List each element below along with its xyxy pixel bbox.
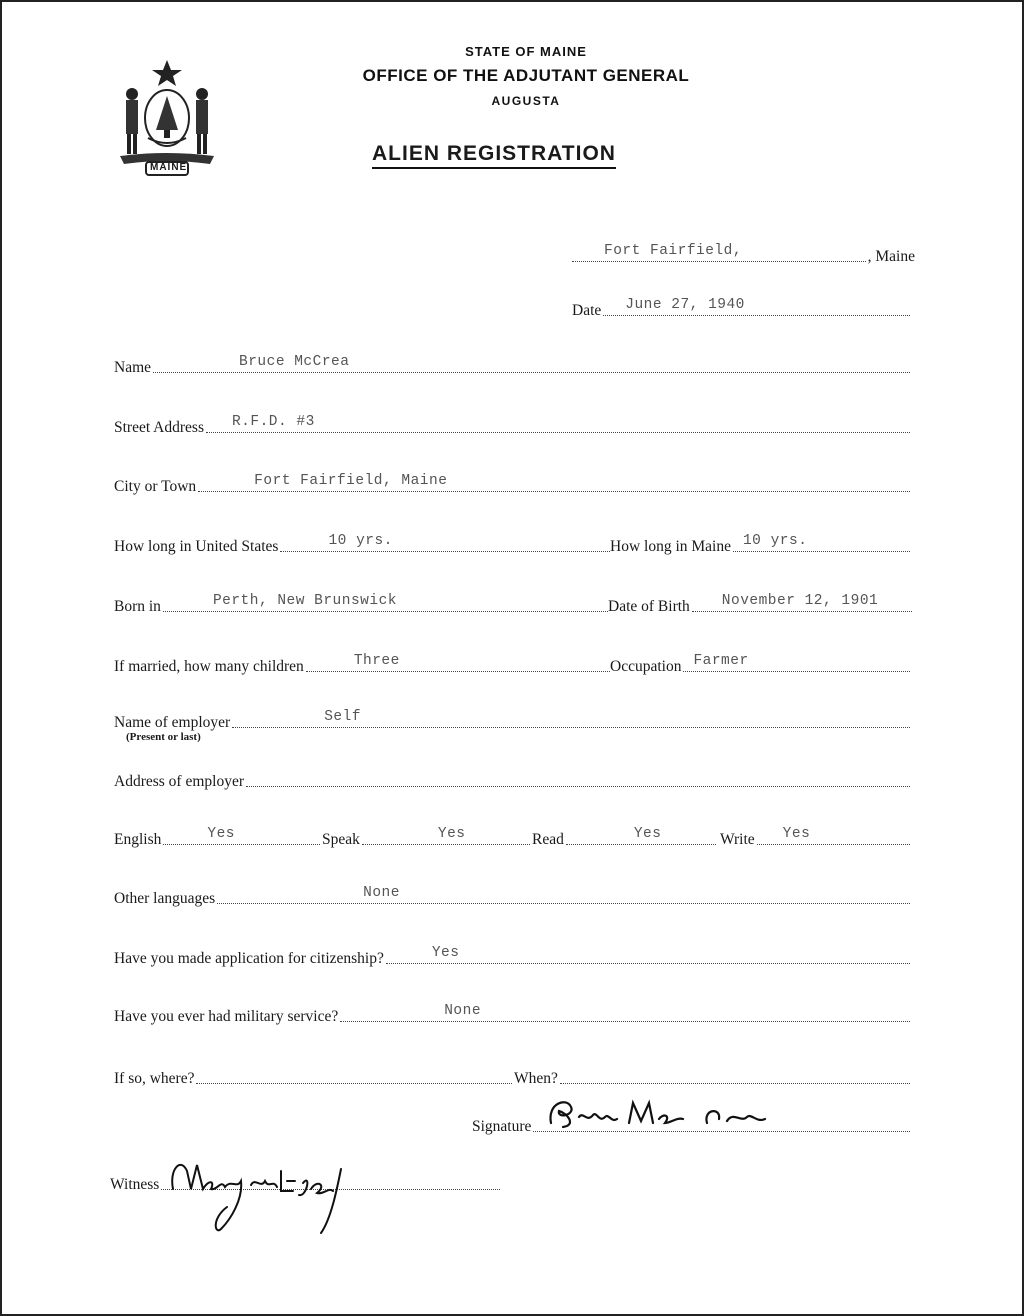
place-suffix: , Maine bbox=[867, 248, 915, 265]
witness-label: Witness bbox=[110, 1176, 160, 1193]
employer-address-label: Address of employer bbox=[114, 773, 244, 790]
form-title: ALIEN REGISTRATION bbox=[372, 142, 616, 169]
born-label: Born in bbox=[114, 598, 161, 615]
signature-row bbox=[472, 1118, 912, 1136]
date-row bbox=[572, 297, 912, 320]
when-label: When? bbox=[514, 1070, 558, 1087]
seal-label: MAINE bbox=[150, 162, 188, 173]
dob-row bbox=[608, 593, 914, 616]
city-row bbox=[114, 473, 912, 496]
children-label: If married, how many children bbox=[114, 658, 304, 675]
born-value: Perth, New Brunswick bbox=[212, 593, 397, 609]
maine-years-row bbox=[610, 533, 912, 556]
office-heading: OFFICE OF THE ADJUTANT GENERAL bbox=[362, 66, 690, 85]
when-row bbox=[514, 1070, 912, 1088]
us-years-label: How long in United States bbox=[114, 538, 279, 555]
english-value: Yes bbox=[207, 826, 235, 842]
citizenship-value: Yes bbox=[431, 945, 460, 961]
military-label: Have you ever had military service? bbox=[114, 1008, 339, 1025]
born-row bbox=[114, 593, 610, 616]
name-value: Bruce McCrea bbox=[239, 354, 350, 370]
witness-row bbox=[110, 1176, 502, 1194]
state-heading: STATE OF MAINE bbox=[465, 44, 587, 59]
where-row bbox=[114, 1070, 514, 1088]
place-row bbox=[570, 243, 915, 266]
other-languages-value: None bbox=[363, 885, 400, 901]
employer-label: Name of employer bbox=[114, 714, 231, 731]
name-label: Name bbox=[114, 359, 152, 376]
city-heading: AUGUSTA bbox=[491, 94, 561, 108]
read-label: Read bbox=[532, 831, 564, 848]
where-label: If so, where? bbox=[114, 1070, 195, 1087]
date-label: Date bbox=[572, 302, 602, 319]
maine-years-value: 10 yrs. bbox=[742, 533, 808, 549]
employer-address-row bbox=[114, 773, 912, 791]
city-value: Fort Fairfield, Maine bbox=[254, 473, 448, 489]
name-row bbox=[114, 354, 912, 377]
write-label: Write bbox=[720, 831, 755, 848]
military-row bbox=[114, 1003, 912, 1026]
employer-value: Self bbox=[324, 709, 362, 725]
occupation-label: Occupation bbox=[610, 658, 682, 675]
other-languages-row bbox=[114, 885, 912, 908]
dob-value: November 12, 1901 bbox=[721, 593, 879, 609]
street-value: R.F.D. #3 bbox=[231, 414, 315, 430]
write-value: Yes bbox=[782, 826, 811, 842]
employer-row bbox=[114, 709, 912, 732]
signature-label: Signature bbox=[472, 1118, 532, 1135]
us-years-value: 10 yrs. bbox=[328, 533, 393, 549]
other-languages-label: Other languages bbox=[114, 890, 216, 907]
write-row bbox=[720, 826, 912, 849]
english-row bbox=[114, 826, 322, 849]
place-value: Fort Fairfield, bbox=[604, 243, 743, 259]
citizenship-label: Have you made application for citizenship? bbox=[114, 950, 384, 967]
us-years-row bbox=[114, 533, 612, 556]
speak-label: Speak bbox=[322, 831, 360, 848]
citizenship-row bbox=[114, 945, 912, 968]
occupation-row bbox=[610, 653, 912, 676]
employer-sublabel: (Present or last) bbox=[126, 731, 201, 743]
maine-years-label: How long in Maine bbox=[610, 538, 731, 555]
read-value: Yes bbox=[633, 826, 662, 842]
military-value: None bbox=[444, 1003, 482, 1019]
street-label: Street Address bbox=[114, 419, 204, 436]
occupation-value: Farmer bbox=[693, 653, 749, 669]
children-row bbox=[114, 653, 612, 676]
witness-handwriting bbox=[161, 1149, 381, 1239]
speak-row bbox=[322, 826, 532, 849]
date-value: June 27, 1940 bbox=[625, 297, 745, 313]
speak-value: Yes bbox=[437, 826, 466, 842]
children-value: Three bbox=[353, 653, 400, 669]
read-row bbox=[532, 826, 718, 849]
signature-handwriting bbox=[537, 1093, 797, 1133]
city-label: City or Town bbox=[114, 478, 197, 495]
english-label: English bbox=[114, 831, 162, 848]
street-row bbox=[114, 414, 912, 437]
dob-label: Date of Birth bbox=[608, 598, 690, 615]
